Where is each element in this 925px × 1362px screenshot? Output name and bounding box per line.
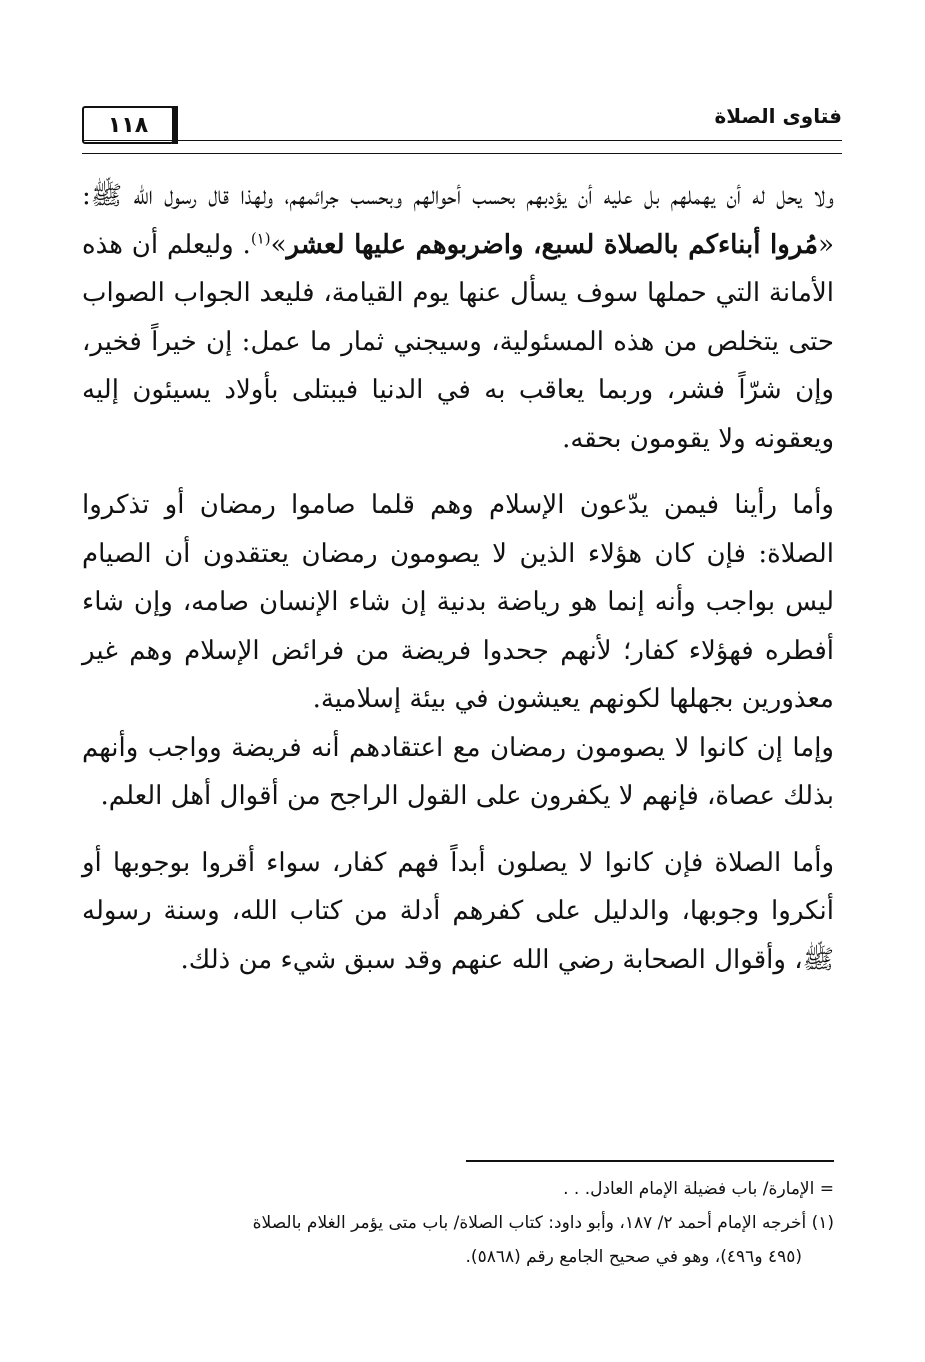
footnote-1-continued: (٤٩٥ و٤٩٦)، وهو في صحيح الجامع رقم (٥٨٦٨).: [465, 1247, 802, 1267]
footnotes: [82, 1172, 834, 1274]
paragraph-1-after: . وليعلم أن هذه الأمانة التي حملها سوف يسأل عنها يوم القيامة، فليعد الجواب الصواب حتى يتخلص من هذه المسئولية، وسيجني ثمار ما عمل: إن خيراً فخير، وإن شرّاً فشر، وربما يعاقب به في الدنيا فيبتلى بأولاد يسيئون إليه ويعقونه ولا يقومون بحقه.: [82, 229, 834, 454]
page-header: [82, 104, 842, 158]
quote-close: »: [270, 229, 287, 260]
footnote-1: (١) أخرجه الإمام أحمد ٢/ ١٨٧، وأبو داود: كتاب الصلاة/ باب متى يؤمر الغلام بالصلاة: [252, 1213, 834, 1233]
paragraph-2: وأما رأينا فيمن يدّعون الإسلام وهم قلما صاموا رمضان أو تذكروا الصلاة: فإن كان هؤلاء الذين لا يصومون رمضان يعتقدون أن الصيام ليس بواجب وأنه إنما هو رياضة بدنية إن شاء الإنسان صامه، وإن شاء أفطره فهؤلاء كفار؛ لأنهم جحدوا فريضة من فرائض الإسلام وهم غير معذورين بجهلها لكونهم يعيشون في بيئة إسلامية.: [82, 490, 834, 714]
book-title: فتاوى الصلاة: [714, 104, 842, 128]
footnote-marker-1[interactable]: (١): [250, 228, 271, 247]
footnote-continuation: = الإمارة/ باب فضيلة الإمام العادل. . .: [563, 1179, 834, 1199]
main-text: [82, 172, 834, 984]
hadith-quote: مُروا أبناءكم بالصلاة لسبع، واضربوهم عليها لعشر: [286, 229, 819, 260]
paragraph-4: وأما الصلاة فإن كانوا لا يصلون أبداً فهم كفار، سواء أقروا بوجوبها أو أنكروا وجوبها، والدليل على كفرهم أدلة من كتاب الله، وسنة رسوله ﷺ، وأقوال الصحابة رضي الله عنهم وقد سبق شيء من ذلك.: [82, 847, 834, 975]
paragraph-1-before: ولا يحل له أن يهملهم بل عليه أن يؤدبهم بحسب أحوالهم وبحسب جرائمهم، ولهذا قال رسول الله ﷺ: «: [82, 181, 834, 260]
paragraph-1: [82, 172, 834, 463]
paragraph-3: وإما إن كانوا لا يصومون رمضان مع اعتقادهم أنه فريضة وواجب وأنهم بذلك عصاة، فإنهم لا يكفرون على القول الراجح من أقوال أهل العلم.: [82, 732, 834, 811]
page-number: ١١٨: [82, 106, 174, 144]
header-rule: [82, 140, 842, 154]
footnote-divider: [466, 1160, 834, 1162]
